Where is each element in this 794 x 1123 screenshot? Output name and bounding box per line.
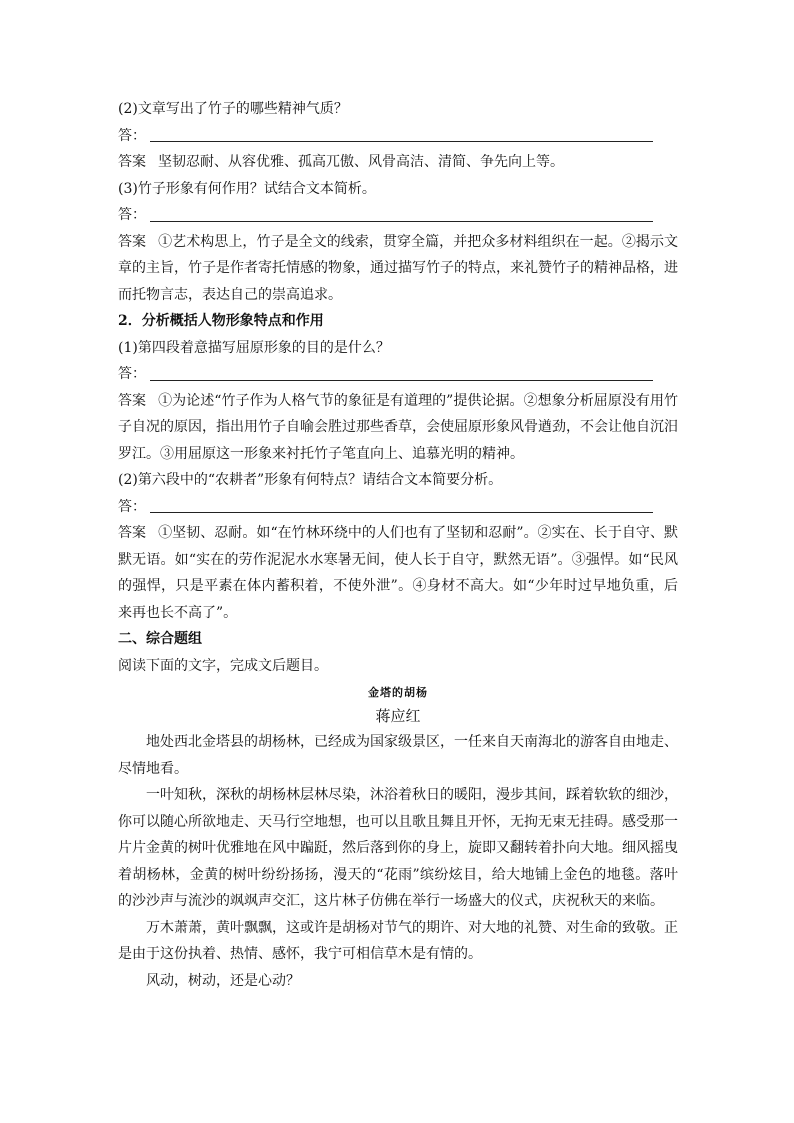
answer-tag: 答案 [118,233,147,250]
answer-line-5[interactable] [118,494,678,521]
question-5: (2)第六段中的“农耕者”形象有何特点？请结合文本简要分析。 [118,472,503,488]
answer-rule [150,141,653,142]
answer-text: ①为论述“竹子作为人格气节的象征是有道理的”提供论据。②想象分析屈原没有用竹子自况的原因，指出用竹子自喻会胜过那些香草，会使屈原形象风骨遒劲，不会让他自沉汨罗江。③用屈原这一形象来衬托竹子笔直向上、追慕光明的精神。 [118,392,679,462]
answer-rule [150,221,653,222]
question-3: (3)竹子形象有何作用？试结合文本简析。 [118,180,376,197]
article-paragraph: 地处西北金塔县的胡杨林，已经成为国家级景区，一任来自天南海北的游客自由地走、尽情地看。 [118,734,678,777]
answer-line-3[interactable] [118,202,678,229]
answer-block-2 [118,149,678,176]
article-author: 蒋应红 [375,707,421,725]
answer-text: ①艺术构思上，竹子是全文的线索，贯穿全篇，并把众多材料组织在一起。②揭示文章的主旨，竹子是作者寄托情感的物象，通过描写竹子的特点，来礼赞竹子的精神品格，进而托物言志，表达自己的崇高追求。 [118,233,679,303]
answer-rule [150,512,653,513]
question-4: (1)第四段着意描写屈原形象的目的是什么？ [118,339,390,356]
answer-tag: 答案 [118,392,147,409]
answer-block-3 [118,229,678,309]
answer-text: 坚韧忍耐、从容优雅、孤高兀傲、风骨高洁、清简、争先向上等。 [158,154,564,170]
article-paragraph: 风动，树动，还是心动？ [146,972,300,989]
document-page [118,96,678,994]
answer-tag: 答案 [118,154,146,170]
article-paragraph: 一叶知秋，深秋的胡杨林层林尽染，沐浴着秋日的暖阳，漫步其间，踩着软软的细沙，你可以随心所欲地走、天马行空地想，也可以且歌且舞且开怀，无拘无束无挂碍。感受那一片片金黄的树叶优雅地在风中蹁跹，然后落到你的身上，旋即又翻转着扑向大地。细风摇曳着胡杨林，金黄的树叶纷纷扬扬，漫天的“花雨”缤纷炫目，给大地铺上金色的地毯。落叶的沙沙声与流沙的飒飒声交汇，这片林子仿佛在举行一场盛大的仪式，庆祝秋天的来临。 [118,787,678,909]
answer-prefix: 答： [118,127,146,144]
section-heading-3: 二、综合题组 [118,631,202,647]
answer-prefix: 答： [118,498,146,515]
answer-line-2[interactable] [118,123,678,150]
answer-prefix: 答： [118,366,146,382]
answer-tag: 答案 [118,525,147,541]
article-title: 金塔的胡杨 [368,686,428,699]
answer-block-5 [118,520,678,626]
question-2: (2)文章写出了竹子的哪些精神气质？ [118,101,348,117]
answer-rule [150,380,653,381]
section-heading-2: 2．分析概括人物形象特点和作用 [118,313,324,329]
reading-instruction: 阅读下面的文字，完成文后题目。 [118,657,328,674]
answer-prefix: 答： [118,207,146,223]
article-paragraph: 万木萧萧，黄叶飘飘，这或许是胡杨对节气的期许、对大地的礼赞、对生命的致敬。正是由于这份执着、热情、感怀，我宁可相信草木是有情的。 [118,919,678,962]
answer-block-4 [118,388,678,468]
answer-line-4[interactable] [118,361,678,388]
answer-text: ①坚韧、忍耐。如“在竹林环绕中的人们也有了坚韧和忍耐”。②实在、长于自守、默默无语。如“实在的劳作泥泥水水寒暑无间，使人长于自守，默然无语”。③强悍。如“民风的强悍，只是平素在体内蓄积着，不使外泄”。④身材不高大。如“少年时过早地负重，后来再也长不高了”。 [118,525,679,621]
